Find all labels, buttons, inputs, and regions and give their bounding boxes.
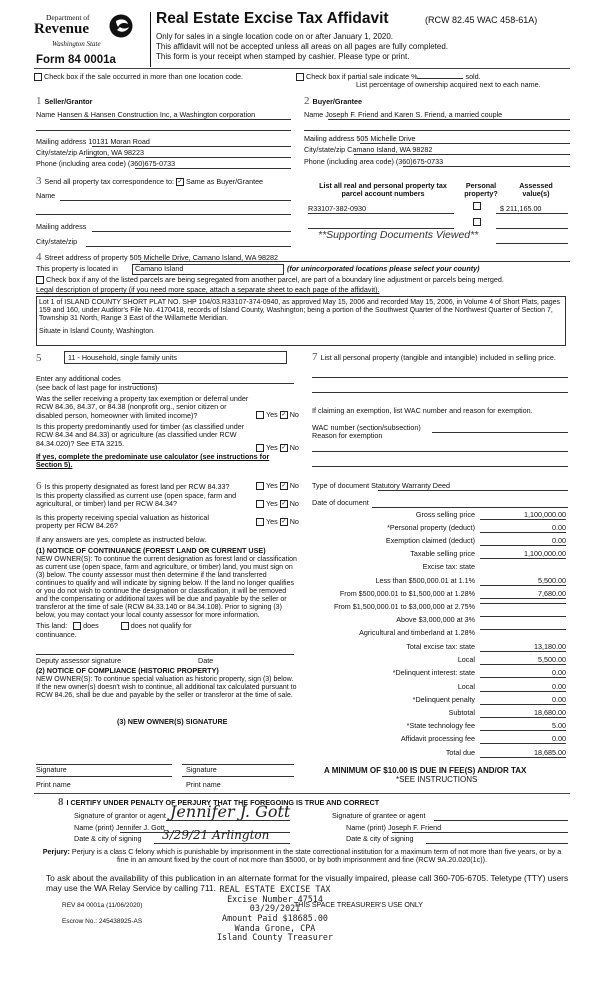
section-3-mailing-line [92,231,291,232]
notice-2-text: NEW OWNER(S): To continue special valuation as historic property, sign (3) below. If the new owner(s) doesn't wish to continue, all additional tax calculated pursuant to RCW 84.26, shall be due and payable by the seller or transferor at the time of sale. [36,676,297,700]
rev-number: REV 84 0001a (11/06/2020) [62,902,143,909]
parcels-header-list: List all real and personal property tax parcel account numbers [319,181,447,199]
street-label: Street address of property [44,253,128,262]
yes-label: Yes [266,443,278,452]
section-8-number: 8 [58,796,64,808]
calc-label: Excise tax: state [422,562,475,571]
calc-row [312,669,568,680]
calc-label: Taxable selling price [410,549,475,558]
owner-print-label-2: Print name [186,780,221,789]
calc-label: From $500,000.01 to $1,500,000 at 1.28% [339,589,475,598]
buyer-name-line [328,119,570,120]
header-note-2: This affidavit will not be accepted unless all areas on all pages are fully completed. [156,42,449,51]
calc-value[interactable] [480,616,566,617]
calc-label: Total excise tax: state [406,642,475,651]
wac-label: WAC number (section/subsection) [312,423,421,432]
parcel-value-line-3 [496,243,568,244]
s6-q2-yes-no[interactable] [256,500,299,508]
dor-dept-line3: Washington State [52,40,101,48]
owner-print-line-1 [36,776,172,777]
calc-row [312,524,568,535]
seller-city-label: City/state/zip [36,148,78,157]
calc-row [312,577,568,588]
section-3-city-label: City/state/zip [36,237,78,246]
buyer-name-label: Name [304,110,324,119]
parcel-value-line-1 [496,213,568,214]
escrow-number: Escrow No.: 245438925-AS [62,918,143,925]
doc-type-value[interactable]: Statutory Warranty Deed [371,481,450,490]
use-code-select[interactable]: 11 - Household, single family units [64,351,287,364]
grantor-signature[interactable]: Jennifer J. Gott [170,802,291,821]
calc-label: Subtotal [448,708,475,717]
located-row[interactable] [36,265,118,273]
deputy-line [36,654,294,655]
wac-line [432,432,568,433]
continuance-label: continuance. [36,630,77,639]
calc-value[interactable]: 0.00 [480,696,566,705]
checkbox[interactable] [256,518,264,526]
partial-sale-sold: sold. [465,72,481,81]
calc-value[interactable]: 0.00 [480,524,566,533]
section-4-number: 4 [36,251,42,263]
if-yes-note: If any answers are yes, complete as instructed below. [36,535,207,544]
notice-1-text: NEW OWNER(S): To continue the current designation as forest land or classification as current use (open space, farm and agriculture, or timber) land, you must sign on (3) below. The county assessor must then determine if the land transferred continues to qualify and will indicate by signing below. If the land no longer qualifies or you do not wish to continue the designation or classification, it will be removed and the compensating or additional taxes will be due and payable by the seller or transferor at the time of sale (RCW 84.33.140 or 84.34.108). Prior to signing (3) below, you may contact your local county assessor for more information. [36,556,297,620]
header-rule [34,68,570,69]
grantor-name-value[interactable]: Jennifer J. Gott [115,823,165,832]
grantee-sig-line [434,820,568,821]
calc-row [312,696,568,707]
located-select[interactable]: Camano Island [132,264,284,275]
notice-1-title: (1) NOTICE OF CONTINUANCE (FOREST LAND OR CURRENT USE) [36,546,266,555]
calc-label: Total due [445,748,475,757]
form-number: Form 84 0001a [36,54,116,66]
seller-mailing-line [92,146,291,147]
seller-city-line [86,157,291,158]
no-label: No [289,443,299,452]
buyer-phone-line [403,166,570,167]
stamp-line: 03/29/2021 [249,903,301,914]
calc-row [312,550,568,561]
grantor-date-label: Date & city of signing [74,834,142,843]
no-label: No [289,499,299,508]
certify-text: I CERTIFY UNDER PENALTY OF PERJURY THAT THE FOREGOING IS TRUE AND CORRECT [66,798,380,807]
calc-label: *Delinquent penalty [412,695,475,704]
section-5-row [36,352,45,365]
calc-row [312,590,568,601]
does-not-label: does not qualify for [130,621,192,630]
yes-label: Yes [266,481,278,490]
section-3-row[interactable] [36,175,263,188]
seller-name-line-2 [36,130,291,131]
calc-label: Affidavit processing fee [400,734,475,743]
dor-dept-line2: Revenue [34,21,89,37]
yes-label: Yes [266,517,278,526]
dor-logo [34,12,146,60]
section-6-number: 6 [36,480,42,492]
grantor-name-label: Name (print) [74,823,114,832]
grantee-sig-label: Signature of grantee or agent [332,811,426,820]
calc-value[interactable]: 5,500.00 [480,577,566,586]
exemption-label: If claiming an exemption, list WAC number and reason for exemption. [312,406,533,415]
segregated-checkbox[interactable] [36,276,44,284]
parcel-value-line-2 [496,228,568,229]
stamp-line: Wanda Grone, CPA [234,922,316,933]
calc-value[interactable] [480,603,566,604]
checkbox[interactable] [73,622,81,630]
calc-value[interactable]: 5,500.00 [480,656,566,665]
section-3-name-line [60,200,291,201]
calc-row [312,537,568,548]
owner-signature-label-2: Signature [186,765,217,774]
doc-type-line [378,490,568,491]
calc-row [312,735,568,746]
calc-value[interactable]: 5.00 [480,722,566,731]
legal-label: Legal description of property (if you need more space, attach a separate sheet to each page of the affidavit). [36,285,380,294]
deputy-date-label: Date [198,656,214,665]
grantor-date-line [154,843,290,844]
stamp-line: Island County Treasurer [217,932,333,943]
s6-q1-yes-no[interactable] [256,482,299,490]
same-as-buyer-checkbox[interactable]: ✓ [177,179,183,186]
owner-signature-label-1: Signature [36,765,67,774]
seller-name-value[interactable]: Hansen & Hansen Construction Inc, a Washington corporation [57,110,256,119]
treasurer-stamp [175,885,375,943]
calc-row [312,629,568,640]
minimum-note: A MINIMUM OF $10.00 IS DUE IN FEE(S) AND/OR TAX [324,766,527,775]
header-divider [150,12,151,67]
legal-text-2: Situate in Island County, Washington. [39,328,155,336]
seller-name-line [60,119,291,120]
parcel-value[interactable]: $ 211,165.00 [500,204,542,213]
section-3-number: 3 [36,175,42,187]
calc-value[interactable]: 0.00 [480,537,566,546]
calc-label: Exemption claimed (deduct) [385,536,475,545]
owner-print-line-2 [182,776,294,777]
header-note-3-text: This form is your receipt when stamped by cashier. Please type or print. [156,52,410,61]
reason-line-1 [312,451,568,452]
no-label: No [289,517,299,526]
additional-codes-label: Enter any additional codes [36,374,121,383]
notice-2-title: (2) NOTICE OF COMPLIANCE (HISTORIC PROPERTY) [36,666,219,675]
partial-sale-note: List percentage of ownership acquired next to each name. [356,80,541,89]
checkbox[interactable] [256,444,264,452]
reason-label: Reason for exemption [312,431,383,440]
see-instructions: *SEE INSTRUCTIONS [396,775,478,784]
section-7-line-2 [312,392,568,393]
stamp-line: Amount Paid $18685.00 [222,912,328,923]
calc-label: *Delinquent interest: state [392,668,475,677]
section-3-name-label: Name [36,191,56,200]
parcels-header-personal: Personal property? [464,181,498,199]
section-2-number: 2 [304,95,310,107]
no-label: No [289,410,299,419]
checkbox[interactable] [256,482,264,490]
form-title: Real Estate Excise Tax Affidavit [156,10,389,27]
seller-mailing-value[interactable]: 10131 Moran Road [88,137,150,146]
parcel-line-1 [308,213,454,214]
calc-value[interactable]: 7,680.00 [480,590,566,599]
notice-3-title: (3) NEW OWNER(S) SIGNATURE [117,717,228,726]
checkbox[interactable] [34,73,42,81]
section-3-city-line [86,246,291,247]
grantee-name-label: Name (print) [346,823,386,832]
personal-property-checkbox-2[interactable] [473,218,481,226]
availability-note: To ask about the availability of this publication in an alternate format for the visually impaired, please call 360-705-6705. Teletype (TTY) users may use the WA Relay Service by calling 711. [46,873,569,893]
street-value[interactable]: 505 Michelle Drive, Camano Island, WA 98282 [129,253,278,262]
buyer-phone-value[interactable]: (360)675-0733 [395,157,444,166]
perjury-text: Perjury is a class C felony which is punishable by imprisonment in the state correctional institution for a maximum term of not more than five years, or by a fine in an amount fixed by the court of not more than $5000, or by both imprisonment and fine (RCW 9A.20.020(1c)). [71,847,562,865]
yes-label: Yes [266,410,278,419]
parcels-header-assessed: Assessed value(s) [519,181,553,199]
calc-label: *State technology fee [406,721,475,730]
buyer-phone-label: Phone (including area code) [304,157,394,166]
seller-heading-text: Seller/Grantor [44,97,93,106]
section-5-q1: Was the seller receiving a property tax exemption or deferral under RCW 84.36, 84.37, or 84.38 (nonprofit org., senior citizen or disabled person, homeowner with limited income)? [36,394,249,420]
perjury-row [36,848,568,865]
calc-row [312,511,568,522]
seller-name-label: Name [36,110,56,119]
q1-yes-no[interactable] [256,411,299,419]
checkbox[interactable]: ✓ [281,483,287,490]
calc-label: Less than $500,000.01 at 1.1% [375,576,475,585]
calc-row [312,563,568,574]
seller-phone-line [135,168,291,169]
buyer-mailing-value[interactable]: 505 Michelle Drive [356,134,416,143]
supporting-documents-stamp: **Supporting Documents Viewed** [318,229,479,241]
calc-label: Agricultural and timberland at 1.28% [359,628,475,637]
additional-codes-note: (see back of last page for instructions) [36,383,158,392]
section-6-q1: Is this property designated as forest land per RCW 84.33? [44,482,230,491]
calc-value[interactable]: 18,680.00 [480,709,566,718]
buyer-city-label: City/state/zip [304,145,346,154]
treasurer-use-label: THIS SPACE TREASURER'S USE ONLY [294,902,423,909]
grantee-name-line [392,832,568,833]
same-as-buyer-label: Same as Buyer/Grantee [185,177,264,186]
street-line [140,261,570,262]
multi-location-label: Check box if the sale occurred in more than one location code. [44,72,243,81]
no-label: No [289,481,299,490]
grantee-name-value[interactable]: Joseph F. Friend [387,823,442,832]
located-label: This property is located in [36,264,118,273]
perjury-title: Perjury: [42,847,70,856]
calc-label: Above $3,000,000 at 3% [396,615,475,624]
grantee-date-line [426,843,568,844]
section-6-q3: Is this property receiving special valuation as historical property per RCW 84.26? [36,513,209,531]
dor-dept-line1: Department of [46,13,90,22]
buyer-name-value[interactable]: Joseph F. Friend and Karen S. Friend, a married couple [325,110,503,119]
buyer-mailing-line [360,143,570,144]
parcel-number[interactable]: R33107-382-0930 [308,204,366,213]
header-note-1: Only for sales in a single location code on or after January 1, 2020. [156,32,394,41]
section-5-q2: Is this property predominantly used for timber (as classified under RCW 84.34 and 84.33) or agriculture (as classified under RCW 84.34.020)? See ETA 3215. [36,422,245,448]
this-land-label: This land: [36,621,68,630]
doc-date-line [372,507,568,508]
calc-row [312,709,568,720]
calc-row [312,616,568,627]
section-3-label: Send all property tax correspondence to: [44,177,174,186]
section-1-number: 1 [36,95,42,107]
calc-value[interactable]: 1,100,000.00 [480,511,566,520]
doc-date-label: Date of document [312,498,369,507]
seller-city-value[interactable]: Arlington, WA 98223 [78,148,145,157]
section-5-number: 5 [36,352,42,364]
calc-label: Local [457,655,475,664]
section-3-name-line-2 [36,214,291,215]
header-note-3 [156,52,409,61]
checkbox[interactable]: ✓ [281,445,287,452]
section-7-text: List all personal property (tangible and intangible) included in selling price. [320,353,556,362]
grantee-date-label: Date & city of signing [346,834,414,843]
legal-box[interactable] [36,296,566,346]
checkbox[interactable]: ✓ [281,412,287,419]
grantor-sig-label: Signature of grantor or agent [74,811,166,820]
calc-value[interactable]: 0.00 [480,735,566,744]
legal-text: Lot 1 of ISLAND COUNTY SHORT PLAT NO. SHP 104/03.R33107-374-0940, as approved May 15, 2006 and recorded May 15, 2006, in Volume 4 of Short Plats, pages 159 and 160, under Auditor's File No. 4170418, records of Island County, Washington; being a portion of the Southwest Quarter of the Northwest Quarter of Section 7, Township 31 North, Range 3 East of the Willamette Meridian. [39,299,561,323]
section-7-line-1 [312,377,568,378]
yes-label: Yes [266,499,278,508]
segregated-label: Check box if any of the listed parcels are being segregated from another parcel, are part of a boundary line adjustment or parcels being merged. [46,275,504,284]
personal-property-checkbox-1[interactable] [473,202,481,210]
calc-value[interactable]: 1,100,000.00 [480,550,566,559]
calc-row [312,683,568,694]
calc-label: Local [457,682,475,691]
form-rcw: (RCW 82.45 WAC 458-61A) [425,15,538,25]
checkbox[interactable] [256,411,264,419]
seller-phone-value[interactable]: (360)675-0733 [127,159,176,168]
partial-sale-label: Check box if partial sale indicate % [306,72,418,81]
stamp-line: Excise Number 47514 [227,893,323,904]
stamp-line: REAL ESTATE EXCISE TAX [219,884,331,894]
located-note: (for unincorporated locations please select your county) [287,264,480,273]
wa-state-swirl-icon [108,12,134,40]
calc-row [312,722,568,733]
buyer-heading [304,95,362,108]
calc-row [312,643,568,654]
owner-print-label-1: Print name [36,780,71,789]
segregated-check-row[interactable] [36,276,576,284]
doc-type-label: Type of document [312,481,370,490]
checkbox[interactable] [256,500,264,508]
calc-row [312,656,568,667]
seller-mailing-label: Mailing address [36,137,87,146]
deputy-label: Deputy assessor signature [36,656,122,665]
calc-row [312,749,568,760]
section-8-rule [34,793,570,794]
seller-phone-label: Phone (including area code) [36,159,126,168]
buyer-city-line [354,154,570,155]
section-7-row [312,351,568,364]
reason-line-2 [312,466,568,467]
calc-value[interactable] [480,629,566,630]
does-label: does [83,621,99,630]
calc-label: *Personal property (deduct) [387,523,475,532]
seller-heading [36,95,92,108]
buyer-city-value[interactable]: Camano Island, WA 98282 [347,145,433,154]
calc-value[interactable]: 18,685.00 [480,749,566,758]
section-7-number: 7 [312,351,318,363]
buyer-mailing-label: Mailing address [304,134,355,143]
section-3-mailing-label: Mailing address [36,222,87,231]
multi-location-check[interactable] [34,73,243,81]
checkbox[interactable] [121,622,129,630]
calc-row [312,603,568,614]
calc-value[interactable]: 0.00 [480,683,566,692]
checkbox[interactable]: ✓ [281,519,287,526]
section-5-q2-note: If yes, complete the predominate use calculator (see instructions for Section 5). [36,452,270,470]
grantor-date-city[interactable]: 3/29/21 Arlington [162,828,270,842]
calc-value[interactable]: 13,180.00 [480,643,566,652]
buyer-heading-text: Buyer/Grantee [312,97,363,106]
calc-label: Gross selling price [415,510,475,519]
section-6-q2: Is this property classified as current use (open space, farm and agricultural, or timber) land per RCW 84.34? [36,491,237,509]
checkbox[interactable] [296,73,304,81]
buyer-name-line-2 [304,130,570,131]
calc-label: From $1,500,000.01 to $3,000,000 at 2.75% [333,602,475,611]
calc-value[interactable]: 0.00 [480,669,566,678]
checkbox[interactable]: ✓ [281,501,287,508]
